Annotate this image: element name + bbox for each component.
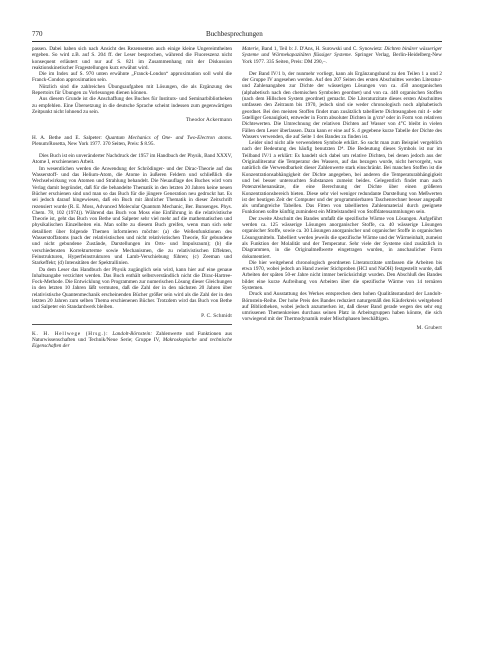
review2-paragraph: Im wesentlichen werden die Anwendung der Schrödinger- und der Dirac-Theorie auf das Wasserstoff- und das Helium-Atom, die Atome in äußeren Feldern und schließlich die Wechselwirkung von Atomen und Strahlung behandelt. Die Neuauflage des Buches wird vom Verlag damit begründet, daß für die behandelte Thematik in den letzten 20 Jahren keine neuen Bücher erschienen sind und man so das Buch für die jüngere Generation neu gedruckt hat. Es sei jedoch darauf hingewiesen, daß ein Buch mit ähnlicher Thematik in dieser Zeitschrift rezensiert wurde (R. E. Moss, Advanced Molecular Quantum Mechanic, Ber. Bunsenges. Phys. Chem. 78, 102 (1974)). Während das Buch von Moss eine Einführung in die relativistische Theorie ist, geht das Buch von Bethe und Salpeter sehr viel mehr auf die mathematischen und physikalischen Einzelheiten ein. Man sollte zu diesem Buch greifen, wenn man sich sehr detailliert über folgende Themen informieren möchte: (a) die Wellenfunktionen des Wasserstoffatoms (nach der relativistischen und nicht relativistischen Theorie, für gebundene und nicht gebundene Zustände, Darstellungen im Orts- und Impulsraum); (b) die verschiedensten Korrekturterme sowie Mechanismen, die zu relativistischen Effekten, Feinstrukturen, Hyperfeinstrukturen und Lamb-Verschiebung führen; (c) Zeeman und Starkeffekt; (d) Intensitäten der Spektrallinien. [32,165,232,267]
review3-paragraph: Die hier weitgehend chronologisch geordneten Literaturzitate umfassen die Arbeiten bis etwa 1970, wobei jedoch an Hand zweier Stichproben (HCl und NaOH) festgestellt wurde, daß Arbeiten der späten 50-er Jahre nicht immer berücksichtigt wurden. Den Abschluß des Bandes bildet eine kurze Aufreihung von Arbeiten über die spezifische Wärme von 14 ternären Systemen. [242,259,442,291]
page-number: 770 [32,30,43,38]
reviewer-signature: M. Grubert [416,324,442,331]
book-title: Quantum Mechanics of One- and Two-Electron atoms. [105,134,233,141]
review1-paragraph: Die im Index auf S. 970 unten erwähnte „Franck-London“ approximation soll wohl die Franck-Condon approximation sein. [32,71,232,84]
right-column [242,46,442,331]
reviewer-signature: P. C. Schmidt [201,312,232,319]
review-heading [32,135,232,148]
review1-paragraph: Aus diesem Grunde ist die Anschaffung des Buches für Instituts- und Seminarbibliotheken zu empfehlen. Eine Übersetzung in die deutsche Sprache scheint indessen zum gegenwärtigen Zeitpunkt nicht lohnend zu sein. [32,96,232,115]
left-column [32,46,232,350]
book-subtitle: Makroskopische und technische Eigenschaften der [32,337,232,350]
publisher-info: Plenum/Rosetta, New York 1977. 370 Seiten, Preis: $ 8.95. [32,140,155,147]
review3-paragraph: Druck und Ausstattung des Werkes entsprechen dem hohen Qualitätsstandard der Landolt-Börnstein-Reihe. Der hohe Preis des Bandes reduziert naturgemäß den Käuferkreis weitgehend auf Bibliotheken, wobei jedoch anzumerken ist, daß dieser Band gerade wegen des sehr eng umrissenen Themenkreises durchaus seinen Platz in Arbeitsgruppen haben könnte, die sich vorwiegend mit der Thermodynamik realer Mischphasen beschäftigen. [242,291,442,323]
book-series: Landolt-Börnstein: [112,330,153,337]
review-heading [32,331,232,350]
book-series-details: Zahlenwerte und Funktionen aus Naturwissenschaften und Technik/Neue Serie; Gruppe IV, [32,330,233,344]
review-authors: K. H. Hellwege (Hrsg.): [32,330,109,337]
section-title: Buchbesprechungen [206,30,263,38]
book-title: Dichten binärer wässeriger Systeme und Wärmekapazitäten flüssiger Systeme. [242,46,443,59]
review1-paragraph: Nützlich sind die zahlreichen Übungsaufgaben mit Lösungen, die als Ergänzung des Repertoirs für Übungen zu Vorlesungen dienen können. [32,83,232,97]
review1-paragraph: passen. Dabei haben sich nach Ansicht des Rezensenten auch einige kleine Ungereimtheiten ergeben. So wird z.B. auf S. 204 ff. der Leser besprochen, während die Fluoreszenz nicht konsequent erläutert und nur auf S. 821 im Zusammenhang mit der Diskussion reaktionskinetischer Fragestellungen kurz erwähnt wird. [32,46,232,71]
reviewer-signature: Theodor Ackermann [185,117,232,124]
review-heading-continued: Materie, Band 1, Teil b: J. D'Ans, H. Surowski und C. Synowietz: Dichten binärer wässeriger Systeme und Wärmekapazitäten flüssiger Systeme. Springer Verlag, Berlin-Heidelberg-New York 1977. 335 Seiten, Preis: DM 290,–. [242,46,443,65]
page-header [32,28,442,40]
review2-paragraph: Dies Buch ist ein unveränderter Nachdruck der 1957 im Handbuch der Physik, Band XXXV, Atome I, erschienenen Arbeit. [32,153,232,166]
review3-paragraph: Der zweite Abschnitt des Bandes umfaßt die spezifische Wärme von Lösungen. Aufgeführt werden ca. 125 wässerige Lösungen anorganischer Stoffe, ca. 40 wässerige Lösungen organischer Stoffe, sowie ca. 30 Lösungen anorganischer und organischer Stoffe in organischen Lösungsmitteln. Tabelliert werden jeweils die spezifische Wärme und der Wärmeinhalt, zumeist als Funktion der Molalität und der Temperatur. Sehr viele der Systeme sind zusätzlich in Diagrammen, in die Originalmeßwerte eingetragen wurden, in anschaulicher Form dokumentiert. [242,215,442,260]
review3-paragraph: Der Band IV/1 b, der nunmehr vorliegt, kann als Ergänzungsband zu den Teilen 1 a und 2 der Gruppe IV angesehen werden. Auf den 207 Seiten des ersten Abschnittes werden Literatur- und Zahlenangaben zur Dichte der wässerigen Lösungen von ca. 450 anorganischen (alphabetisch nach den chemischen Symbolen geordnet) und von ca. 440 organischen Stoffen (nach dem Hillschen System geordnet) gemacht. Die Literaturzitate dieses ersten Abschnittes umfassen den Zeitraum bis 1970, jedoch sind sie weder chronologisch noch alphabetisch geordnet. Bei den meisten Stoffen findet man zusätzlich tabellierte Dichteangaben mit 4- oder 5stelliger Genauigkeit, entweder in Form absoluter Dichten in g/cm³ oder in Form von relativen Dichtewerten. Die Umrechnung der relativen Dichten auf Wasser von 4°C bleibt in vielen Fällen dem Leser überlassen. Dazu kann er eine auf S. 4 gegebene kurze Tabelle der Dichte des Wassers verwenden, die auf Seite 1 des Bandes zu finden ist. [242,70,442,140]
review3-paragraph: Leider sind nicht alle verwendeten Symbole erklärt. So sucht man zum Beispiel vergeblich nach der Bedeutung des häufig benutzten D⁴. Die Bedeutung dieses Symbols ist nur im Teilband IV/1 a erklärt: Es handelt sich dabei um relative Dichten, bei denen jedoch aus der Originalliteratur die Temperatur des Wassers, auf das bezogen wurde, nicht hervorgeht, was natürlich die Verwendbarkeit dieser Zahlenwerte stark einschränkt. Bei manchen Stoffen ist die Konzentrationsabhängigkeit der Dichte angegeben, bei anderen die Temperaturabhängigkeit und bei besser untersuchten Substanzen zumeist beides. Gelegentlich findet man auch Potenzreihenansätze, die eine Berechnung der Dichte über einen größeren Konzentrationsbereich bieten. Diese sehr viel weniger redundante Darstellung von Meßwerten ist der heutigen Zeit der Computer und der programmierbaren Taschenrechner besser angepaßt als umfangreiche Tabellen. Das Fitten von tabellierten Zahlenmaterial durch geeignete Funktionen sollte künftig zumindest ein Mittelstandteil von Stoffdatensammlungen sein. [242,140,442,216]
header-rule [32,41,442,42]
review-divider [32,324,232,325]
review2-paragraph: Da dem Leser das Handbuch der Physik zugänglich sein wird, kann hier auf eine genaue Inhaltsangabe verzichtet werden. Das Buch enthält selbstverständlich nicht die Dirac-Hartree-Fock-Methode. Die Entwicklung von Programmen zur numerischen Lösung dieser Gleichungen in den letzten 10 Jahren läßt vermuten, daß die Zahl der in den nächsten 20 Jahren über relativistische Quantenmechanik erscheinenden Bücher größer sein wird als die Zahl der in den letzten 20 Jahren zum selben Thema erschienenen Bücher. Trotzdem wird das Buch von Bethe und Salpeter ein Standardwerk bleiben. [32,266,232,311]
publisher-info: Springer Verlag, Berlin-Heidelberg-New York 1977. 335 Seiten, Preis: DM 290,–. [242,52,442,65]
review-authors: H. A. Bethe and E. Salpeter: [32,134,102,141]
